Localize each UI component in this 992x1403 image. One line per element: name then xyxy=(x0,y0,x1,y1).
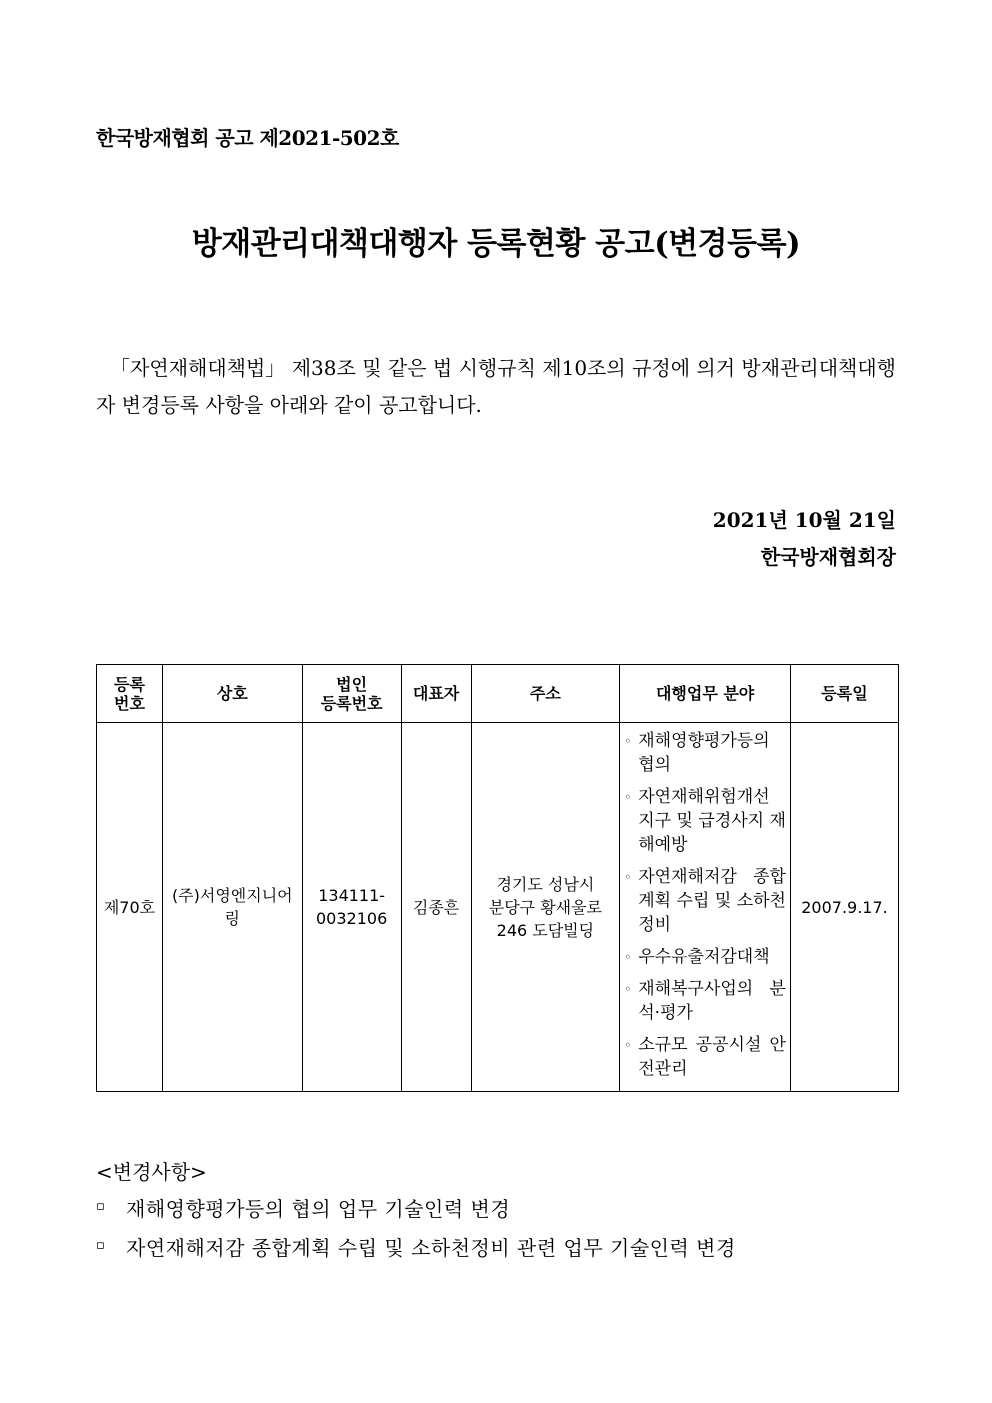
cell-company: (주)서영엔지니어링 xyxy=(162,723,302,1092)
cell-reg-no: 제70호 xyxy=(97,723,163,1092)
cell-reg-date: 2007.9.17. xyxy=(790,723,898,1092)
cell-ceo: 김종흔 xyxy=(401,723,471,1092)
list-item: ◦ 소규모 공공시설 안전관리 xyxy=(624,1035,786,1079)
list-item: ◦ 재해영향평가등의 협의 xyxy=(624,731,770,775)
cell-address: 경기도 성남시 분당구 황새울로 246 도담빌딩 xyxy=(471,723,620,1092)
issuer-name: 한국방재협회장 xyxy=(760,545,896,569)
header-reg-no: 등록 번호 xyxy=(97,665,163,723)
list-item: ◦ 우수유출저감대책 xyxy=(624,947,770,967)
square-bullet-icon: ▫ xyxy=(96,1238,106,1253)
header-ceo: 대표자 xyxy=(401,665,471,723)
list-item: ◦ 자연재해저감 종합계획 수립 및 소하천정비 xyxy=(624,867,786,935)
cell-corp-no: 134111- 0032106 xyxy=(302,723,401,1092)
header-fields: 대행업무 분야 xyxy=(620,665,791,723)
table-header-row xyxy=(97,665,899,723)
square-bullet-icon: ▫ xyxy=(96,1199,106,1214)
cell-fields xyxy=(620,723,791,1092)
header-address: 주소 xyxy=(471,665,620,723)
registration-table xyxy=(96,664,899,1092)
body-paragraph-text: 「자연재해대책법」 제38조 및 같은 법 시행규칙 제10조의 규정에 의거 방재관리대책대행자 변경등록 사항을 아래와 같이 공고합니다. xyxy=(96,356,896,417)
table-row xyxy=(97,723,899,1092)
header-reg-date: 등록일 xyxy=(790,665,898,723)
header-company: 상호 xyxy=(162,665,302,723)
document-title: 방재관리대책대행자 등록현황 공고(변경등록) xyxy=(191,226,801,262)
list-item: ◦ 자연재해위험개선지구 및 급경사지 재해예방 xyxy=(624,787,786,855)
change-item: ▫ 자연재해저감 종합계획 수립 및 소하천정비 관련 업무 기술인력 변경 xyxy=(96,1232,736,1261)
header-corp-no: 법인 등록번호 xyxy=(302,665,401,723)
issue-date: 2021년 10월 21일 xyxy=(712,508,896,532)
list-item: ◦ 재해복구사업의 분석·평가 xyxy=(624,979,786,1023)
change-item: ▫ 재해영향평가등의 협의 업무 기술인력 변경 xyxy=(96,1193,510,1222)
body-paragraph xyxy=(96,350,896,424)
changes-title: <변경사항> xyxy=(96,1160,207,1184)
notice-number: 한국방재협회 공고 제2021-502호 xyxy=(96,126,399,150)
